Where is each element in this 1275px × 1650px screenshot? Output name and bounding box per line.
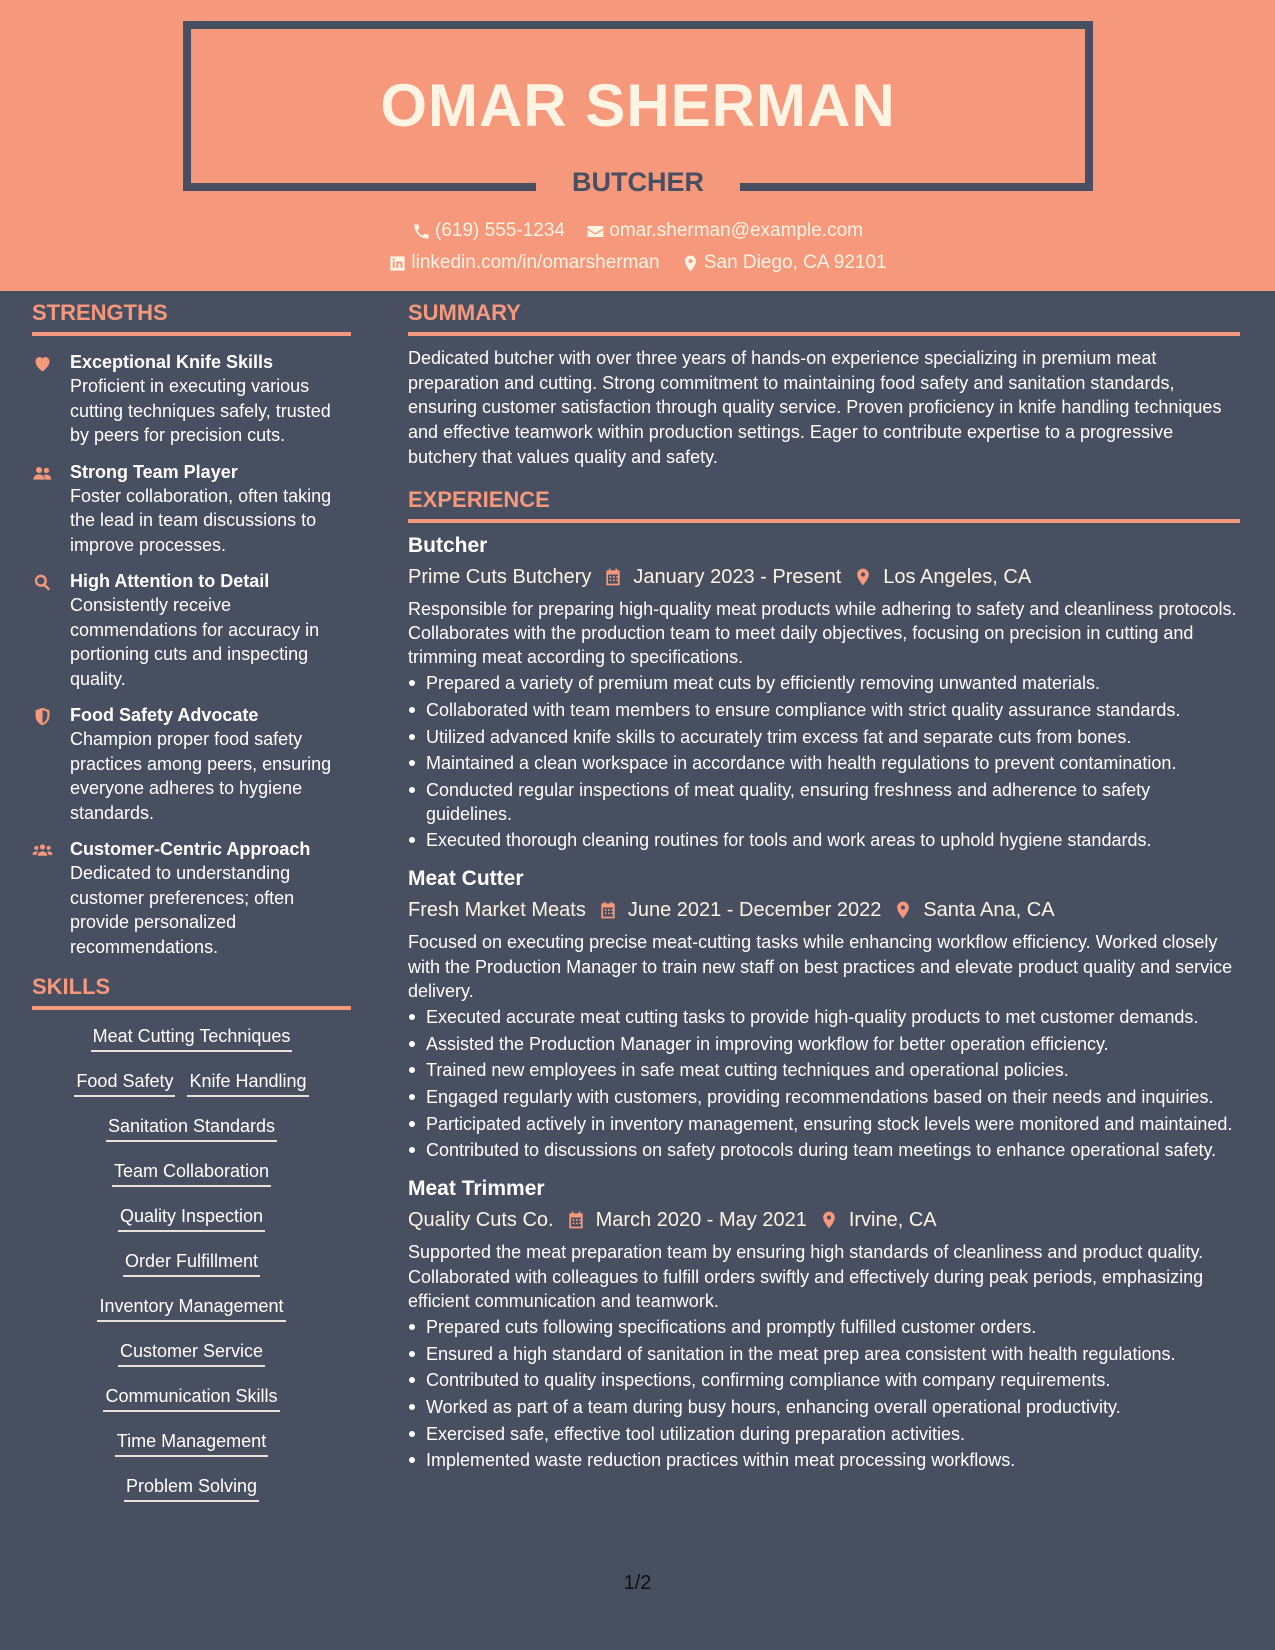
contact-line-1 — [0, 220, 1275, 247]
strength-item — [32, 569, 351, 691]
strength-title: High Attention to Detail — [70, 571, 270, 591]
map-pin-icon — [819, 1210, 839, 1230]
list-item: Trained new employees in safe meat cutting techniques and operational policies. — [408, 1058, 1240, 1082]
summary-heading: SUMMARY — [408, 300, 1240, 336]
skill-tag: Order Fulfillment — [123, 1249, 260, 1277]
candidate-name: OMAR SHERMAN — [380, 72, 896, 139]
list-item: Engaged regularly with customers, providing recommendations based on their needs and inquiries. — [408, 1085, 1240, 1109]
skill-tag: Food Safety — [74, 1069, 175, 1097]
job-meta — [408, 561, 1240, 593]
job-title: BUTCHER — [572, 167, 704, 197]
skill-tag: Team Collaboration — [112, 1159, 271, 1187]
heart-icon — [32, 353, 53, 374]
skill-tag: Sanitation Standards — [106, 1114, 277, 1142]
strength-title: Food Safety Advocate — [70, 705, 259, 725]
job-dates: March 2020 - May 2021 — [595, 1209, 807, 1232]
envelope-icon — [586, 222, 605, 241]
job-role: Meat Trimmer — [408, 1177, 545, 1201]
strength-title: Exceptional Knife Skills — [70, 352, 274, 372]
job-location: Los Angeles, CA — [883, 565, 1032, 588]
strength-desc: Proficient in executing various cutting techniques safely, trusted by peers for precision cuts. — [70, 376, 331, 445]
phone-text: (619) 555-1234 — [435, 220, 565, 241]
strength-item — [32, 350, 351, 448]
strength-title: Strong Team Player — [70, 461, 238, 482]
job-role: Butcher — [408, 533, 488, 557]
list-item: Worked as part of a team during busy hours, enhancing overall operational productivity. — [408, 1395, 1240, 1419]
summary-text: Dedicated butcher with over three years of hands-on experience specializing in premium meat preparation and cutting. Strong commitment to maintaining food safety and sanitation standards, ensuring customer satisfaction through quality service. Proven proficiency in knife handling techniques and effective teamwork within production settings. Eager to contribute expertise to a progressive butchery that values quality and safety. — [408, 348, 1222, 467]
job-entry — [408, 865, 1240, 1162]
list-item: Contributed to quality inspections, confirming compliance with company requirements. — [408, 1368, 1240, 1392]
map-pin-icon — [681, 254, 700, 273]
skill-tag: Problem Solving — [124, 1474, 259, 1502]
strengths-list — [32, 350, 351, 959]
search-icon — [32, 572, 53, 593]
strength-desc: Consistently receive commendations for accuracy in portioning cuts and inspecting quality. — [70, 595, 320, 689]
list-item: Collaborated with team members to ensure compliance with strict quality assurance standards. — [408, 698, 1240, 722]
job-location: Irvine, CA — [848, 1209, 937, 1232]
job-bullets — [408, 671, 1240, 852]
skill-tag: Knife Handling — [187, 1069, 308, 1097]
job-entry — [408, 1175, 1240, 1472]
phone-icon — [412, 222, 431, 241]
strength-desc: Champion proper food safety practices among peers, ensuring everyone adheres to hygiene standards. — [70, 729, 332, 823]
job-bullets — [408, 1315, 1240, 1472]
users-group-icon — [32, 840, 53, 861]
header — [0, 0, 1275, 291]
job-meta — [408, 894, 1240, 926]
location-contact — [681, 252, 887, 274]
job-entry — [408, 532, 1240, 853]
list-item: Conducted regular inspections of meat quality, ensuring freshness and adherence to safety guidelines. — [408, 778, 1240, 826]
job-description: Supported the meat preparation team by ensuring high standards of cleanliness and product quality. Collaborated with colleagues to fulfill orders swiftly and effectively during peak periods, emphasizing efficient communication and teamwork. — [408, 1242, 1204, 1311]
linkedin-contact[interactable] — [388, 252, 659, 274]
list-item: Exercised safe, effective tool utilization during preparation activities. — [408, 1422, 1240, 1446]
users-icon — [32, 463, 53, 484]
list-item: Executed accurate meat cutting tasks to provide high-quality products to met customer demands. — [408, 1005, 1240, 1029]
list-item: Assisted the Production Manager in improving workflow for better operation efficiency. — [408, 1032, 1240, 1056]
contact-line-2 — [0, 252, 1275, 279]
calendar-icon — [598, 900, 618, 920]
list-item: Prepared cuts following specifications and promptly fulfilled customer orders. — [408, 1315, 1240, 1339]
linkedin-icon — [388, 254, 407, 273]
map-pin-icon — [853, 567, 873, 587]
location-text: San Diego, CA 92101 — [703, 252, 887, 273]
job-description: Responsible for preparing high-quality meat products while adhering to safety and cleanliness protocols. Collaborates with the production team to meet daily objectives, focusing on precision in cutting and trimming meat according to specifications. — [408, 598, 1237, 668]
strength-title: Customer-Centric Approach — [70, 839, 311, 859]
strength-item — [32, 460, 351, 558]
list-item: Maintained a clean workspace in accordance with health regulations to prevent contamination. — [408, 751, 1240, 775]
skill-tag: Meat Cutting Techniques — [91, 1024, 293, 1052]
shield-icon — [32, 706, 53, 727]
job-location: Santa Ana, CA — [923, 899, 1055, 922]
list-item: Implemented waste reduction practices within meat processing workflows. — [408, 1448, 1240, 1472]
job-company: Fresh Market Meats — [408, 899, 586, 922]
page-number: 1/2 — [623, 1572, 652, 1594]
skill-tag: Inventory Management — [97, 1294, 285, 1322]
list-item: Participated actively in inventory management, ensuring stock levels were monitored and maintained. — [408, 1112, 1240, 1136]
skill-tag: Quality Inspection — [118, 1204, 265, 1232]
list-item: Prepared a variety of premium meat cuts by efficiently removing unwanted materials. — [408, 671, 1240, 695]
job-bullets — [408, 1005, 1240, 1162]
skills-heading: SKILLS — [32, 974, 351, 1010]
list-item: Ensured a high standard of sanitation in the meat prep area consistent with health regulations. — [408, 1342, 1240, 1366]
skill-tag: Time Management — [115, 1429, 268, 1457]
job-meta — [408, 1204, 1240, 1236]
job-description: Focused on executing precise meat-cutting tasks while enhancing workflow efficiency. Worked closely with the Production Manager to train new staff on best practices and elevate product quality and service delivery. — [408, 932, 1233, 1001]
strength-desc: Dedicated to understanding customer preferences; often provide personalized recommendations. — [70, 863, 295, 957]
list-item: Executed thorough cleaning routines for tools and work areas to uphold hygiene standards. — [408, 828, 1240, 852]
job-dates: January 2023 - Present — [633, 565, 842, 588]
experience-heading: EXPERIENCE — [408, 487, 1240, 523]
skills-list — [32, 1024, 351, 1519]
job-company: Quality Cuts Co. — [408, 1209, 554, 1232]
job-company: Prime Cuts Butchery — [408, 565, 592, 588]
job-dates: June 2021 - December 2022 — [627, 899, 882, 922]
left-column — [32, 300, 351, 1519]
linkedin-text: linkedin.com/in/omarsherman — [411, 252, 660, 273]
skill-tag: Communication Skills — [103, 1384, 279, 1412]
calendar-icon — [566, 1210, 586, 1230]
list-item: Contributed to discussions on safety protocols during team meetings to enhance operational safety. — [408, 1138, 1240, 1162]
map-pin-icon — [893, 900, 913, 920]
phone-contact[interactable] — [412, 220, 565, 242]
strength-item — [32, 837, 351, 959]
right-column — [408, 300, 1240, 1475]
email-text: omar.sherman@example.com — [609, 220, 863, 241]
skill-tag: Customer Service — [118, 1339, 265, 1367]
strengths-heading: STRENGTHS — [32, 300, 351, 336]
email-contact[interactable] — [586, 220, 863, 242]
strength-item — [32, 703, 351, 825]
strength-desc: Foster collaboration, often taking the lead in team discussions to improve processes. — [70, 485, 332, 555]
list-item: Utilized advanced knife skills to accurately trim excess fat and separate cuts from bones. — [408, 725, 1240, 749]
job-role: Meat Cutter — [408, 867, 524, 891]
calendar-icon — [603, 567, 623, 587]
